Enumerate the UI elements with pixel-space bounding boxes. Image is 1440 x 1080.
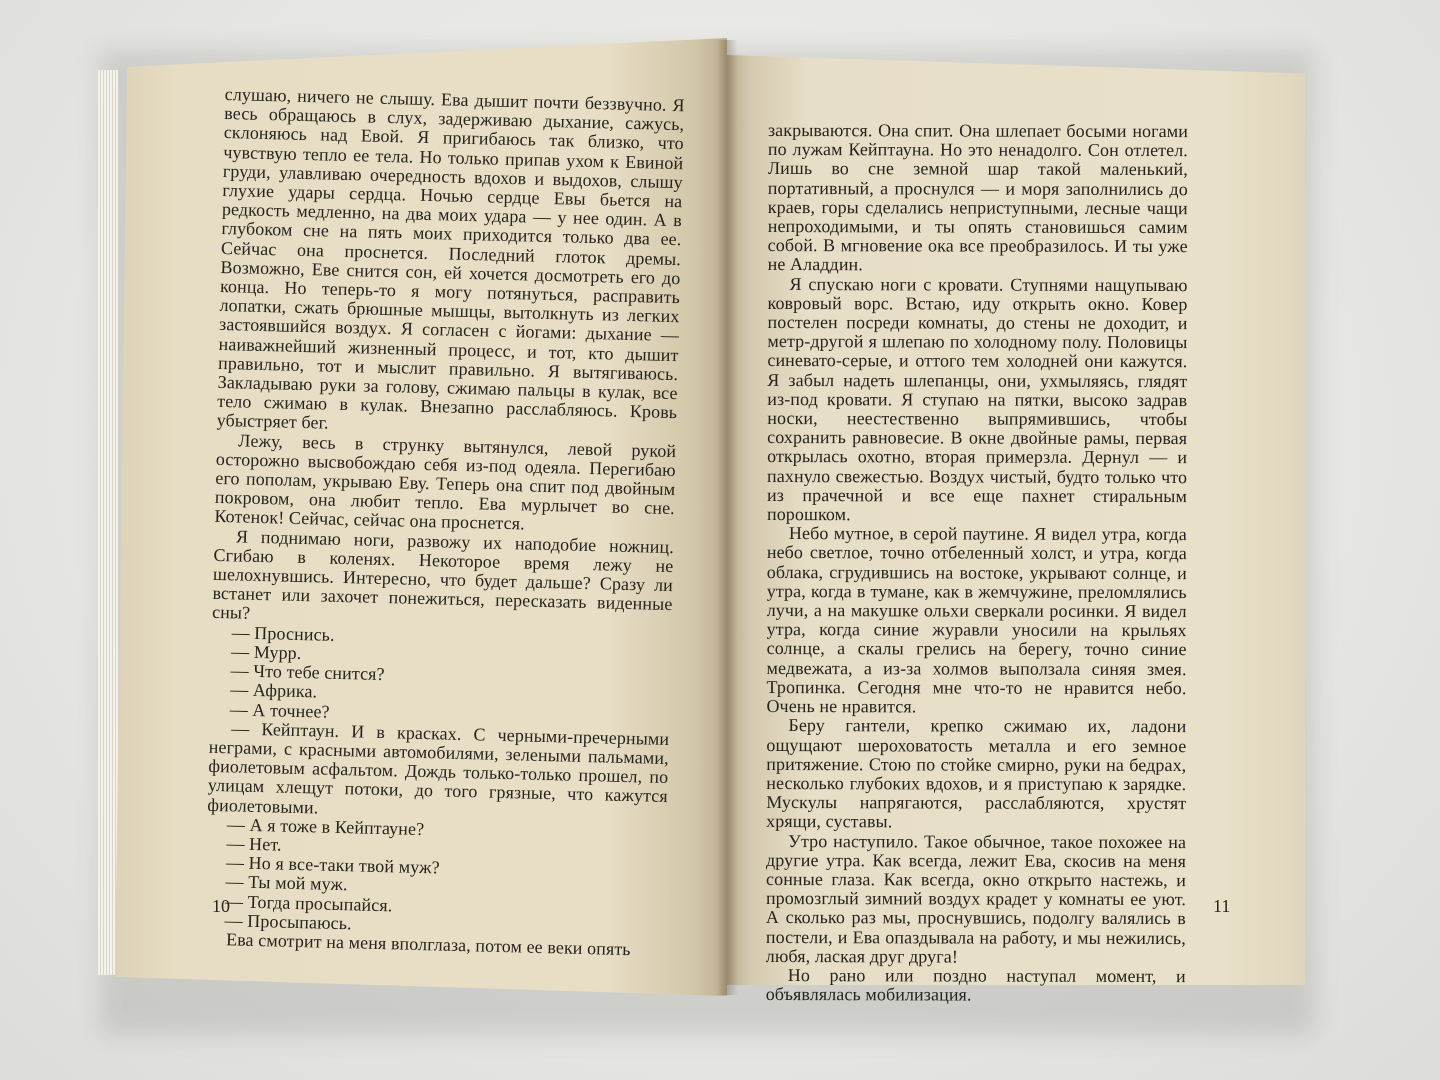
dialogue-line: — Африка. [229,679,318,702]
left-page-text [204,85,685,960]
page-edges [98,70,118,975]
dialogue-line: — Мурр. [230,641,302,663]
dialogue-line: — Ты мой муж. [225,871,348,895]
page-number-left: 10 [212,896,230,916]
right-page-text [766,121,1188,1005]
dialogue-line: — Нет. [226,833,282,855]
paragraph: Ева смотрит на меня вполглаза, потом ее веки опять [225,929,631,960]
dialogue-line: — Кейптаун. И в красках. С черными-пречерными неграми, с красными автомобилями, зелеными пальмами, фиолетовым асфальтом. Дождь только-только прошел, по улицам хлещут потоки, до того грязные, что кажутся фиолетовыми. [207,718,670,818]
paragraph: Утро наступило. Такое обычное, такое похожее на другие утра. Как всегда, лежит Ева, скосив на меня сонные глаза. Как всегда, окно открыто настежь, и промозглый зимний воздух крадет у комнаты ее уют. А сколько раз мы, проснувшись, подолгу валялись в постели, и Ева опаздывала на работу, и мы нежились, любя, лаская друг друга! [765,830,1187,967]
dialogue-line: — А я тоже в Кейптауне? [226,813,425,839]
book-spine-gutter [716,40,738,995]
paragraph: Беру гантели, крепко сжимаю их, ладони ощущают шероховатость металла и его земное притяжение. Стою по стойке смирно, руки на бедрах, несколько глубоких вдохов, и я приступаю к зарядке. Мускулы напрягаются, расслабляются, хрустят хрящи, суставы. [766,715,1187,832]
paragraph: Я спускаю ноги с кровати. Ступнями нащупываю ковровый ворс. Встаю, иду открыть окно. Ковер постелен посреди комнаты, до стены не доходит, и метр-другой я шлепаю по холодному полу. Половицы синевато-серые, и оттого тем холодней они кажутся. Я забыл надеть шлепанцы, они, ухмыляясь, глядят из-под кровати. Я ступаю на пятки, высоко задрав носки, неестественно выпрямившись, чтобы сохранить равновесие. В окне двойные рамы, первая открылась охотно, вторая примерзла. Дернул — и пахнуло свежестью. Воздух чистый, будто только что из прачечной и все еще пахнет стиральным порошком. [766,273,1188,525]
paragraph: Небо мутное, в серой паутине. Я видел утра, когда небо светлое, точно отбеленный холст, и утра, когда облака, сгрудившись на востоке, укрывают солнце, и утра, когда в тумане, как в жемчужине, преломлялись лучи, а на макушке ольхи сверкали росинки. Я видел утра, когда синие журавли уносили на крыльях солнце, а скалы грелись на берегу, точно синие медвежата, а из-за холмов выползала синяя змея. Тропинка. Сегодня мне что-то не нравится небо. Очень не нравится. [766,523,1187,717]
paragraph: Лежу, весь в струнку вытянулся, левой рукой осторожно высвобождаю себя из-под одеяла. Перегибаю его пополам, укрываю Еву. Теперь она спит под двойным покровом, она любит тепло. Ева мурлычет во сне. Котенок! Сейчас, сейчас она проснется. [214,430,677,534]
paragraph: Но рано или поздно наступал момент, и объявлялась мобилизация. [765,964,1186,1005]
dialogue-line: — Просыпаюсь. [224,909,352,934]
dialogue-line: — Что тебе снится? [230,660,385,685]
dialogue-line: — Но я все-таки твой муж? [225,852,440,878]
paragraph: закрываются. Она спит. Она шлепает босыми ногами по лужам Кейптауна. Но это ненадолго. Сон отлетел. Лишь во сне земной шар такой маленький, портативный, а проснулся — и моря заполнились до краев, горы сделались неприступными, лесные чащи непроходимыми, и ты опять становишься самим собой. В мгновение ока все преобразилось. И ты уже не Аладдин. [767,120,1189,275]
paragraph: слушаю, ничего не слышу. Ева дышит почти беззвучно. Я весь обращаюсь в слух, задерживаю дыхание, сажусь, склоняюсь над Евой. Я пригибаюсь так близко, что чувствую тепло ее тела. Но только припав ухом к Евиной груди, улавливаю очередность вдохов и выдохов, слышу глухие удары сердца. Ночью сердце Евы бьется на редкость медленно, на два моих удара — у нее один. А в глубоком сне на пять моих приходится только два ее. Сейчас она проснется. Последний глоток дремы. Возможно, Еве снится сон, ей хочется досмотреть его до конца. Но теперь-то я могу потянуться, расправить лопатки, сжать брюшные мышцы, вытолкнуть из легких застоявшийся воздух. Я согласен с йогами: дыхание — наиважнейший жизненный процесс, и тот, кто дышит правильно, тот и мыслит правильно. Я вытягиваюсь. Закладываю руки за голову, сжимаю пальцы в кулак, все тело сжимаю в кулак. Внезапно расслабляюсь. Кровь убыстряет бег. [216,84,685,434]
dialogue-line: — Проснись. [231,622,335,645]
dialogue-line: — А точнее? [229,698,330,722]
dialogue-line: — Тогда просыпайся. [224,890,393,915]
paragraph: Я поднимаю ноги, развожу их наподобие ножниц. Сгибаю в коленях. Некоторое время лежу не шелохнувшись. Интересно, что будет дальше? Сразу ли встанет или захочет понежиться, пересказать виденные сны? [211,526,675,624]
page-number-right: 11 [1213,896,1231,916]
